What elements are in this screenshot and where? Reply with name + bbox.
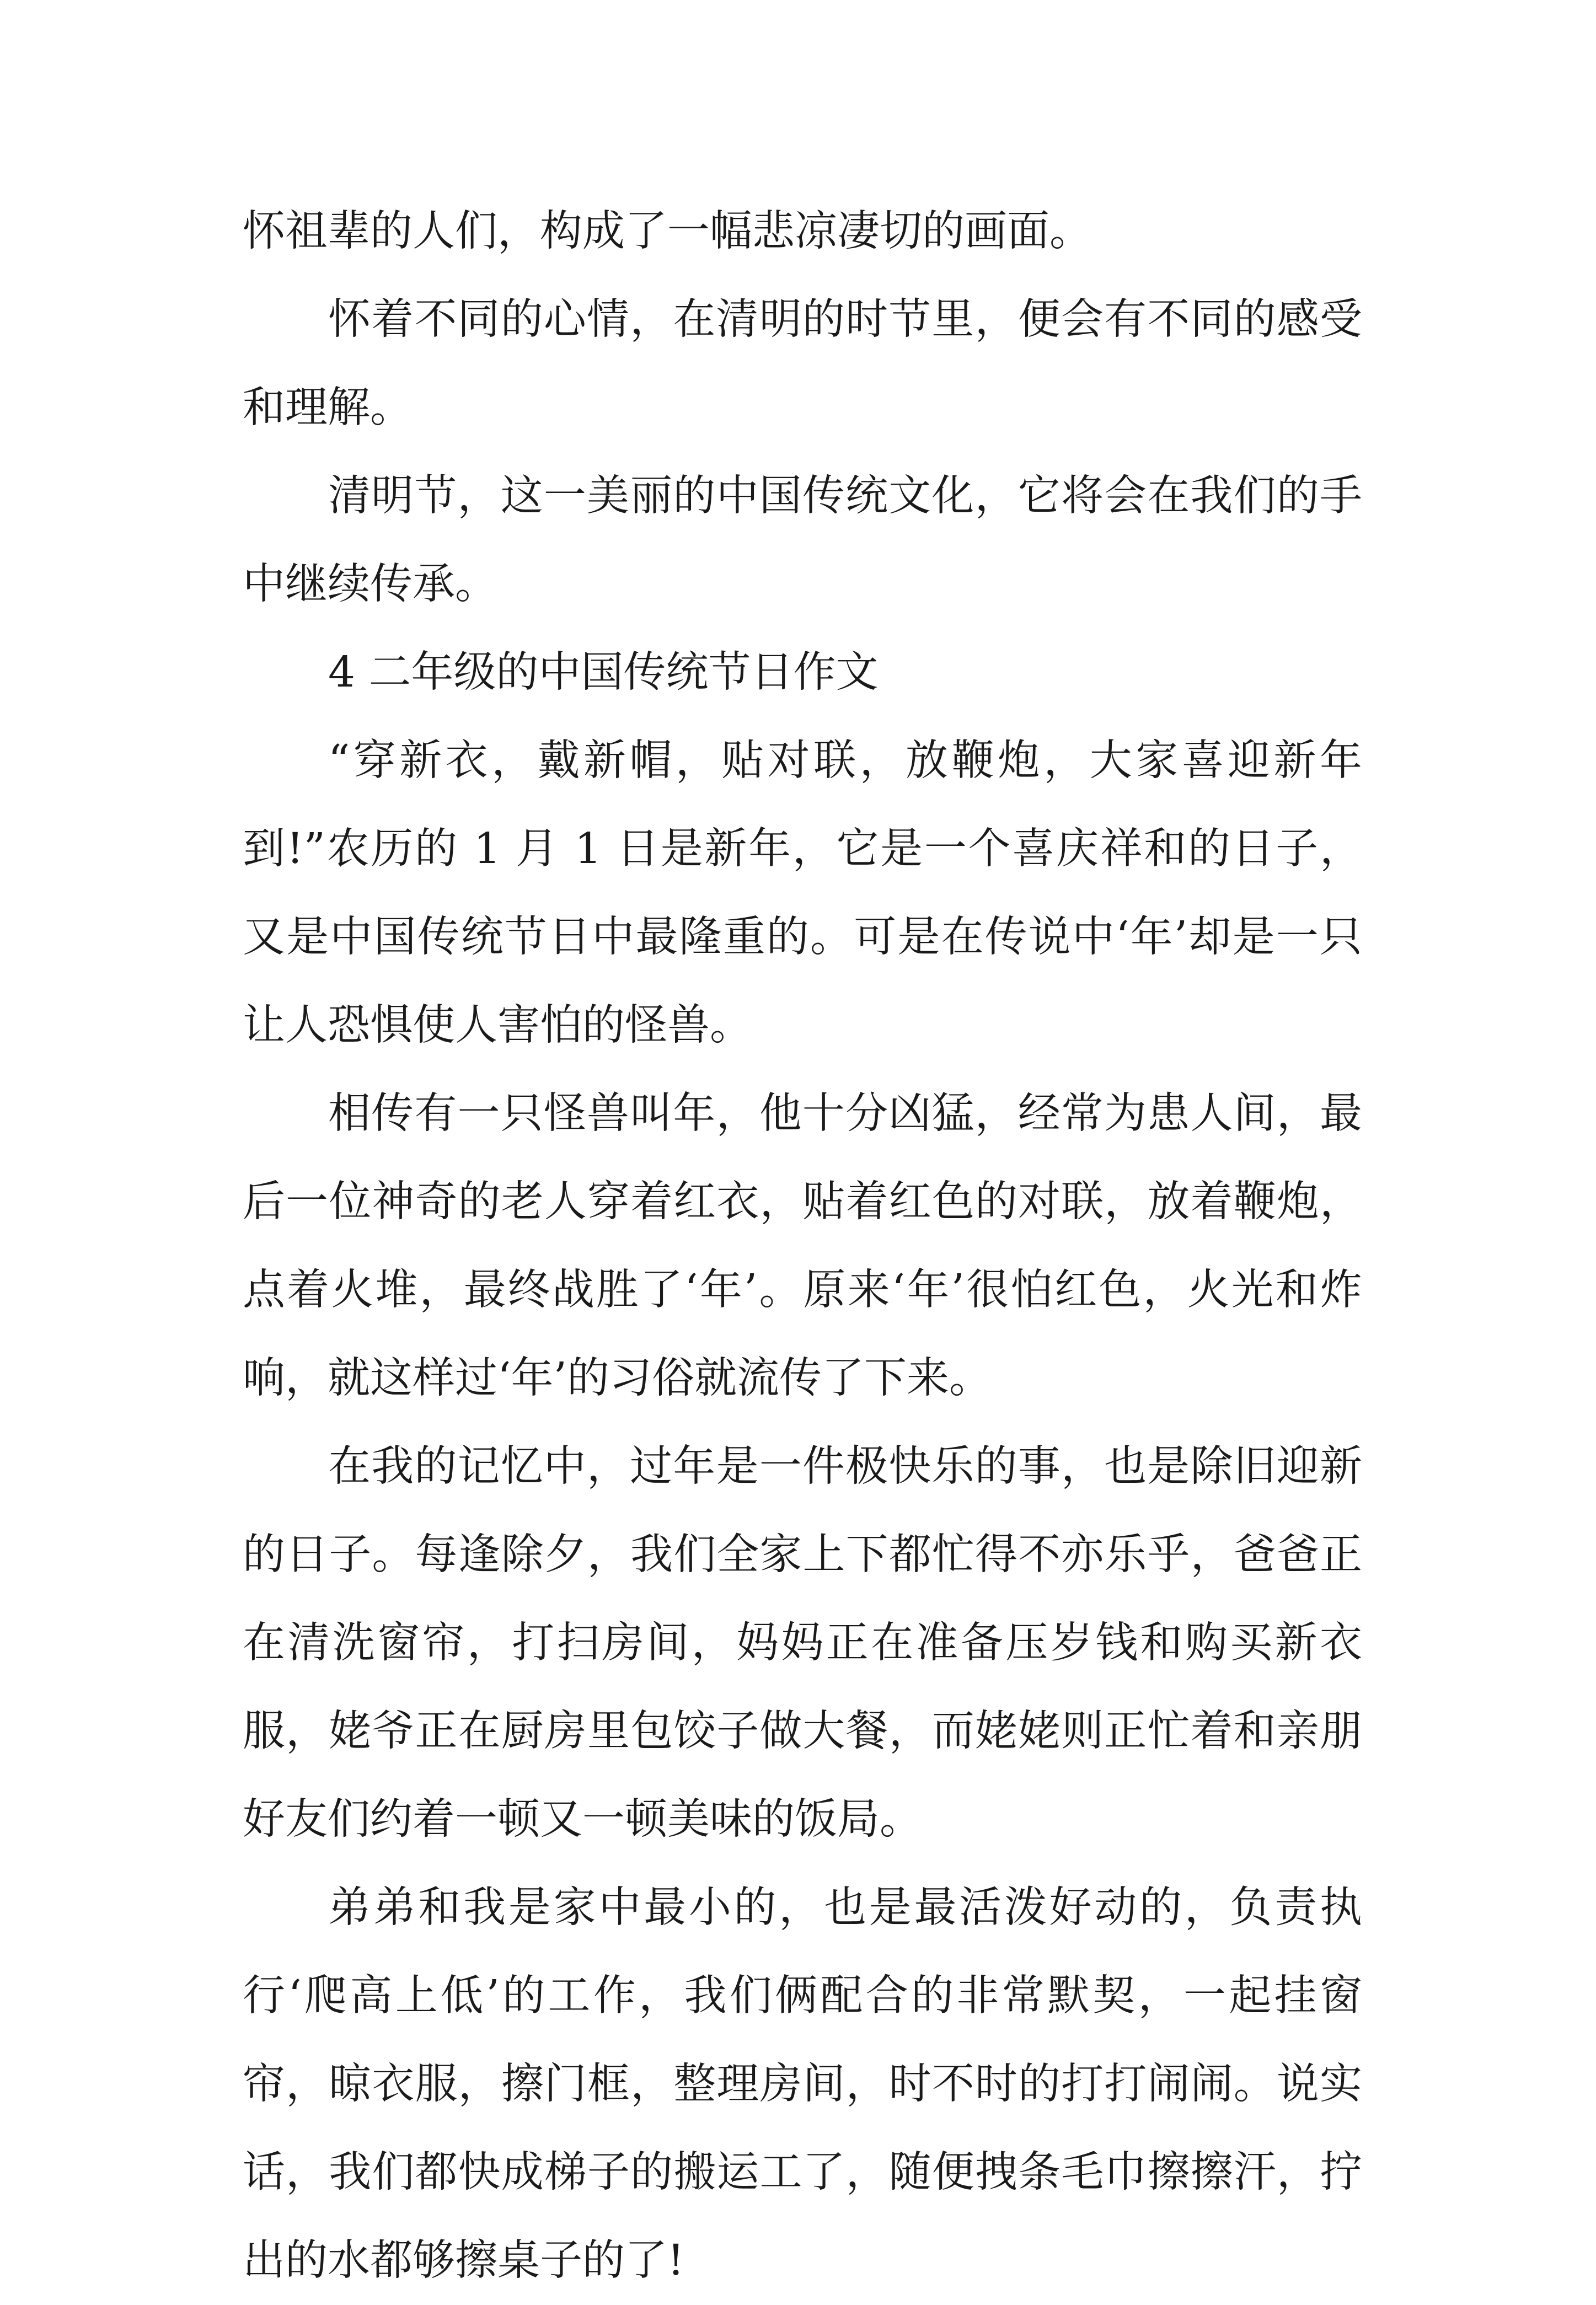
paragraph-6: 相传有一只怪兽叫年，他十分凶猛，经常为患人间，最后一位神奇的老人穿着红衣，贴着红色的对联，放着鞭炮，点着火堆，最终战胜了‘年’。原来‘年’很怕红色，火光和炸响，就这样过‘年’的习俗就流传了下来。 bbox=[243, 1089, 1362, 1403]
paragraph-8: 弟弟和我是家中最小的，也是最活泼好动的，负责执行‘爬高上低’的工作，我们俩配合的非常默契，一起挂窗帘，晾衣服，擦门框，整理房间，时不时的打打闹闹。说实话，我们都快成梯子的搬运工了，随便拽条毛巾擦擦汗，拧出的水都够擦桌子的了! bbox=[243, 1883, 1362, 2285]
paragraph-1: 怀祖辈的人们，构成了一幅悲凉凄切的画面。 bbox=[243, 207, 1092, 256]
document-page bbox=[243, 187, 1362, 2305]
paragraph-5: “穿新衣，戴新帽，贴对联，放鞭炮，大家喜迎新年到!”农历的 1 月 1 日是新年，它是一个喜庆祥和的日子，又是中国传统节日中最隆重的。可是在传说中‘年’却是一只让人恐惧使人害怕的怪兽。 bbox=[243, 736, 1362, 1050]
paragraph-2: 怀着不同的心情，在清明的时节里，便会有不同的感受和理解。 bbox=[243, 295, 1362, 432]
paragraph-3: 清明节，这一美丽的中国传统文化，它将会在我们的手中继续传承。 bbox=[243, 471, 1362, 609]
paragraph-7: 在我的记忆中，过年是一件极快乐的事，也是除旧迎新的日子。每逢除夕，我们全家上下都忙得不亦乐乎，爸爸正在清洗窗帘，打扫房间，妈妈正在准备压岁钱和购买新衣服，姥爷正在厨房里包饺子做大餐，而姥姥则正忙着和亲朋好友们约着一顿又一顿美味的饭局。 bbox=[243, 1442, 1362, 1844]
section-heading: 4 二年级的中国传统节日作文 bbox=[328, 648, 879, 697]
